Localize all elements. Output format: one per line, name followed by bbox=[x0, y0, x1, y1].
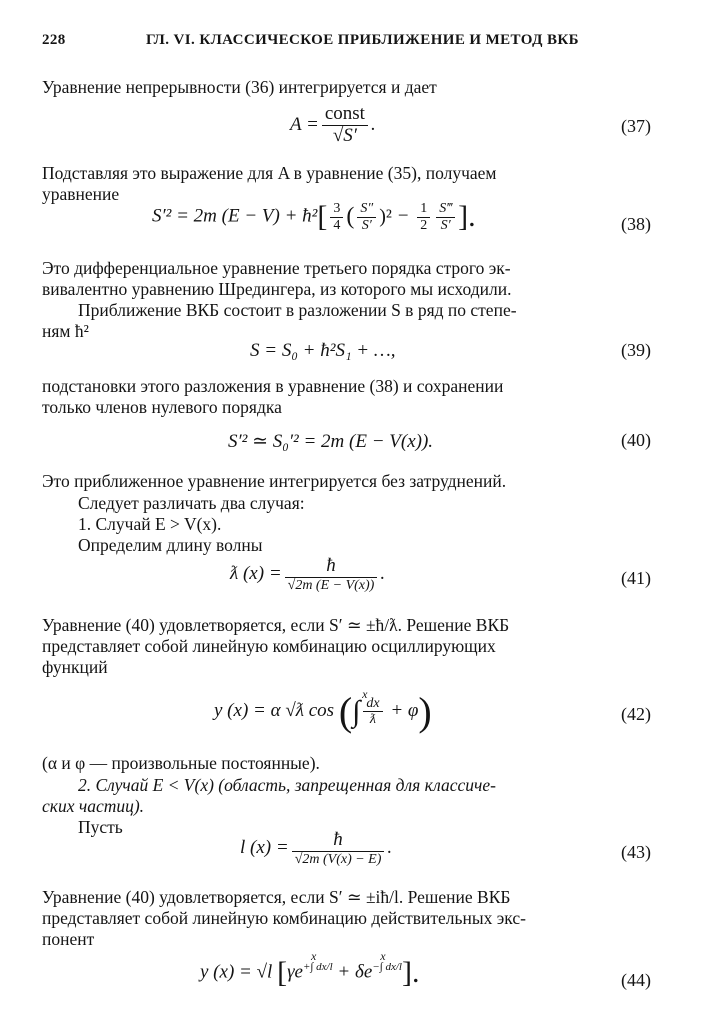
equation-number: (39) bbox=[621, 340, 651, 360]
text-line: ских частиц). bbox=[42, 796, 145, 816]
equation-number: (43) bbox=[621, 842, 651, 862]
integral-upper-limit: x bbox=[310, 949, 317, 964]
fraction bbox=[330, 201, 343, 233]
eq-tail: . bbox=[387, 837, 393, 858]
text-line: представляет собой линейную комбинацию осциллирующих bbox=[42, 636, 496, 656]
text-line: функций bbox=[42, 657, 108, 677]
text-line: (α и φ — произвольные постоянные). bbox=[42, 753, 320, 773]
equation-41 bbox=[0, 556, 701, 604]
denominator: 2 bbox=[417, 217, 430, 233]
denominator: √S′ bbox=[322, 125, 368, 147]
text-line: представляет собой линейную комбинацию действительных экс- bbox=[42, 908, 526, 928]
text-line: Определим длину волны bbox=[78, 535, 263, 555]
exponent-1-text: +∫ dx/l bbox=[302, 961, 333, 974]
bracket-close: ]. bbox=[458, 200, 476, 233]
exponent-1 bbox=[302, 949, 333, 974]
numerator: ħ bbox=[333, 829, 343, 850]
denominator: S′ bbox=[357, 217, 376, 233]
denominator: S′ bbox=[436, 217, 455, 233]
page-number: 228 bbox=[42, 32, 66, 48]
fraction bbox=[436, 201, 455, 233]
equation-body bbox=[200, 949, 420, 990]
equation-42 bbox=[0, 688, 701, 744]
text-line: 2. Случай E < V(x) (область, запрещенная для классиче- bbox=[78, 775, 496, 795]
eq-rest: + φ bbox=[390, 699, 419, 721]
eq-tail: . bbox=[370, 113, 376, 135]
equation-number: (37) bbox=[621, 116, 651, 136]
eq-lhs: S′² = 2m (E − V) + ħ² bbox=[152, 205, 318, 227]
equation-39 bbox=[0, 340, 701, 366]
numerator: const bbox=[324, 103, 365, 124]
equation-number: (44) bbox=[621, 970, 651, 990]
running-title: ГЛ. VI. КЛАССИЧЕСКОЕ ПРИБЛИЖЕНИЕ И МЕТОД ВКБ bbox=[146, 32, 579, 48]
denominator: 4 bbox=[330, 217, 343, 233]
equation-37 bbox=[0, 104, 701, 150]
integral-symbol: ∫ bbox=[352, 694, 361, 728]
bracket-close: ]. bbox=[401, 956, 420, 989]
equation-body bbox=[240, 830, 392, 867]
denominator: √2m (V(x) − E) bbox=[292, 851, 385, 867]
equation-44 bbox=[0, 949, 701, 1006]
paren-open: ( bbox=[338, 689, 353, 734]
text-line: Приближение ВКБ состоит в разложении S в ряд по степе- bbox=[78, 300, 517, 320]
numerator: S″ bbox=[360, 201, 374, 217]
integral-upper-limit: x bbox=[380, 949, 386, 964]
fraction bbox=[292, 830, 385, 867]
numerator: 1 bbox=[420, 201, 428, 217]
equation-body: S = S₀ + ħ²S₁ + …, bbox=[250, 340, 396, 361]
running-header bbox=[42, 32, 659, 54]
text-line: 1. Случай E > V(x). bbox=[78, 514, 222, 534]
text-line: Уравнение (40) удовлетворяется, если S′ ≃ ±iħ/l. Решение ВКБ bbox=[42, 887, 511, 907]
equation-number: (41) bbox=[621, 568, 651, 588]
eq-lhs: ƛ (x) = bbox=[230, 563, 282, 584]
paren-close: ) bbox=[418, 689, 432, 734]
fraction bbox=[417, 201, 430, 233]
numerator: 3 bbox=[333, 201, 341, 217]
bracket-open: [ bbox=[277, 956, 288, 989]
bracket-open: [ bbox=[317, 200, 328, 233]
exponent-2 bbox=[372, 949, 402, 974]
integral-upper-limit: x bbox=[362, 686, 368, 701]
text-line: только членов нулевого порядка bbox=[42, 397, 282, 417]
term-delta: + δe bbox=[337, 961, 373, 983]
exponent-2-text: −∫ dx/l bbox=[372, 961, 402, 974]
equation-body: S′² ≃ S₀′² = 2m (E − V(x)). bbox=[228, 431, 434, 452]
equation-body bbox=[230, 556, 385, 593]
fraction bbox=[285, 556, 378, 593]
text-line: Уравнение (40) удовлетворяется, если S′ ≃ ±ħ/ƛ. Решение ВКБ bbox=[42, 615, 510, 635]
text-line: Следует различать два случая: bbox=[78, 493, 305, 513]
equation-number: (38) bbox=[621, 214, 651, 234]
text-line: Подставляя это выражение для A в уравнение (35), получаем bbox=[42, 163, 497, 183]
equation-body bbox=[214, 688, 432, 735]
minus-sign: − bbox=[396, 205, 410, 227]
equation-40 bbox=[0, 430, 701, 456]
text-line: понент bbox=[42, 929, 95, 949]
text-line: Это приближенное уравнение интегрируется без затруднений. bbox=[42, 471, 507, 491]
text-line: Пусть bbox=[78, 817, 123, 837]
equation-38 bbox=[0, 200, 701, 250]
equation-number: (42) bbox=[621, 704, 651, 724]
eq-lhs: A = bbox=[290, 113, 319, 135]
numerator: ħ bbox=[326, 555, 336, 576]
equation-number: (40) bbox=[621, 430, 651, 450]
denominator: √2m (E − V(x)) bbox=[285, 577, 378, 593]
denominator: ƛ bbox=[363, 711, 382, 727]
fraction bbox=[357, 201, 376, 233]
paren-close: )² bbox=[379, 205, 392, 228]
integral-sign bbox=[352, 686, 368, 728]
term-gamma: γe bbox=[287, 961, 303, 983]
equation-body bbox=[152, 200, 476, 234]
text-line: уравнение bbox=[42, 184, 120, 204]
numerator: dx bbox=[366, 695, 380, 711]
equation-body bbox=[290, 104, 376, 147]
numerator: S‴ bbox=[439, 201, 453, 217]
text-line: вивалентно уравнению Шредингера, из которого мы исходили. bbox=[42, 279, 512, 299]
eq-lhs: l (x) = bbox=[240, 837, 289, 858]
text-line: Уравнение непрерывности (36) интегрируется и дает bbox=[42, 77, 437, 97]
equation-43 bbox=[0, 830, 701, 878]
eq-lhs: y (x) = α √ƛ cos bbox=[214, 699, 335, 721]
eq-lhs: y (x) = √l bbox=[200, 961, 273, 983]
text-line: подстановки этого разложения в уравнение (38) и сохранении bbox=[42, 376, 504, 396]
text-line: Это дифференциальное уравнение третьего порядка строго эк- bbox=[42, 258, 511, 278]
paren-open: ( bbox=[346, 203, 355, 230]
eq-tail: . bbox=[380, 563, 386, 584]
text-line: ням ħ² bbox=[42, 321, 89, 341]
fraction bbox=[322, 104, 368, 147]
